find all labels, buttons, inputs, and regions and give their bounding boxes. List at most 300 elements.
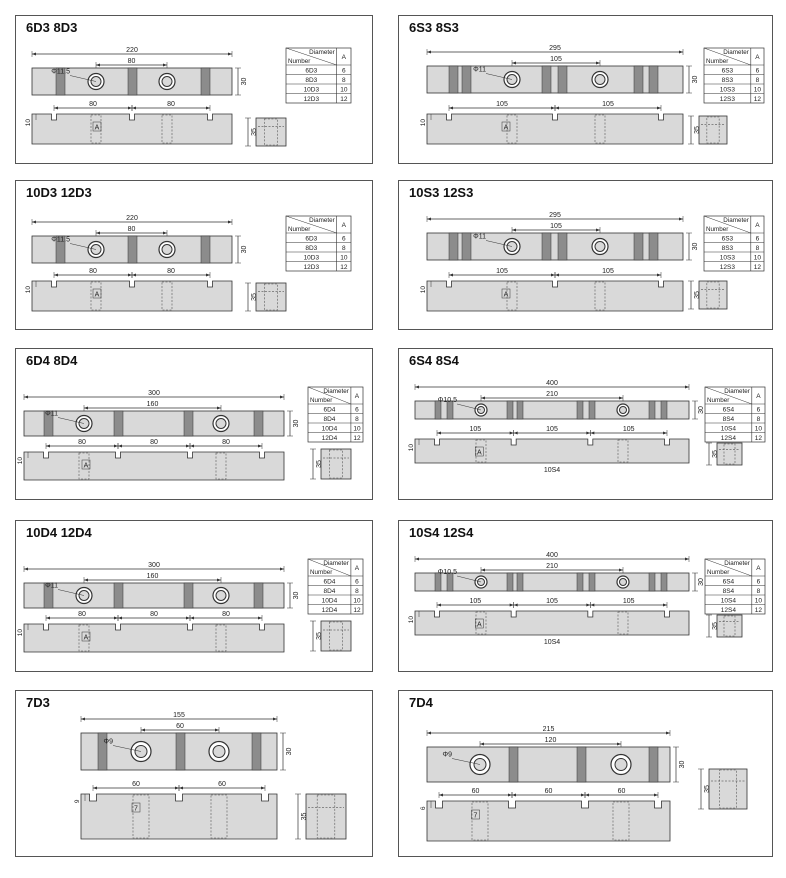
front-view-body [24,452,284,480]
spec-table-cell-a: 8 [342,76,346,84]
spec-table-cell-number: 8D4 [323,587,336,595]
slot-spacing-dim-3-arrow [590,432,594,435]
hole-center-dim-arrow [217,407,221,410]
overall-length-dim-label: 300 [148,390,160,397]
spec-table-cell-a: 6 [755,67,760,75]
spec-table-cell-a: 6 [756,578,761,586]
spec-table-cell-number: 12D4 [321,606,338,614]
slot-spacing-dim-3-arrow [585,794,589,797]
overall-length-dim-arrow [427,51,431,54]
slot-spacing-dim-2-arrow [206,107,210,110]
panel-title: 10D3 12D3 [26,185,92,200]
spec-table-header-a: A [756,565,761,572]
overall-length-dim-arrow [685,558,689,561]
overall-length-dim-label: 400 [546,380,558,387]
clamp-band [252,733,261,770]
slot-spacing-dim-1-arrow [449,274,453,277]
spec-table-cell-a: 12 [753,263,762,271]
slot-spacing-dim-2-arrow [179,787,183,790]
clamp-band [649,233,658,260]
clamp-band [577,747,586,782]
slot-spacing-dim-1-label: 105 [469,426,482,433]
hole-center-dim-arrow [481,569,485,572]
spec-table-cell-a: 12 [754,606,763,614]
slot-depth-label: 10 [25,119,32,127]
spec-table-cell-number: 6S3 [721,235,734,243]
slot-depth-label: 6 [420,806,427,811]
overall-length-dim-arrow [666,732,670,735]
clamp-band [201,236,210,263]
slot-spacing-dim-3-arrow [258,617,262,620]
hole-diameter-label: Φ10.5 [437,397,457,404]
clamp-band [589,401,595,419]
clamp-band [254,411,263,436]
spec-table-header-diameter: Diameter [723,49,749,56]
top-view-body [24,583,284,608]
slot-depth-label: 10 [420,119,427,127]
hole-center-dim-arrow [619,397,623,400]
slot-spacing-dim-3-arrow [590,604,594,607]
spec-table-header-number: Number [288,58,311,65]
slot-spacing-dim-2-arrow [514,604,518,607]
slot-spacing-dim-1-arrow [510,604,514,607]
hole-center-dim-arrow [84,407,88,410]
slot-spacing-dim-1-arrow [128,274,132,277]
mounting-hole-inner [595,75,605,85]
panel-title: 6D4 8D4 [26,353,78,368]
clamp-band [634,66,643,93]
hole-center-dim-label: 160 [146,401,159,408]
height-dim-label: 30 [293,591,300,600]
spec-table-cell-number: 6D4 [323,578,336,586]
front-view-body [427,114,683,144]
spec-table-cell-number: 8D4 [323,415,336,423]
slot-spacing-dim-1-arrow [437,604,441,607]
spec-table-cell-a: 10 [353,425,361,433]
clamp-band [462,233,471,260]
overall-length-dim-label: 295 [549,212,561,219]
slot-spacing-dim-2-arrow [555,107,559,110]
spec-table-cell-a: 10 [340,86,348,94]
spec-table-header-number: Number [706,58,729,65]
hole-center-dim-label: 160 [146,573,159,580]
hole-center-dim-label: 80 [127,58,136,65]
slot-spacing-dim-2-label: 80 [150,439,158,446]
overall-length-dim-arrow [679,218,683,221]
slot-spacing-dim-2-label: 60 [218,781,226,788]
front-view-caption: 10S4 [543,639,561,646]
side-view-body [699,281,727,309]
side-height-dim-label: 35 [251,293,258,301]
slot-spacing-dim-3-arrow [190,445,194,448]
overall-length-dim-arrow [427,732,431,735]
slot-spacing-dim-1-arrow [439,794,443,797]
spec-table-cell-number: 8S3 [721,244,734,252]
panel-10d3-12d3 [15,180,373,330]
hole-center-dim-label: 60 [176,723,184,730]
panel-7d3 [15,690,373,857]
side-height-dim-label: 35 [316,632,323,640]
side-view-body [717,615,742,637]
panel-title: 10S4 12S4 [409,525,474,540]
overall-length-dim-arrow [280,568,284,571]
mark-label: A [476,621,482,629]
spec-table-cell-a: 8 [755,244,760,252]
slot-spacing-dim-3-label: 80 [222,611,230,618]
hole-center-dim-arrow [512,62,516,65]
slot-spacing-dim-3-arrow [663,432,667,435]
overall-length-dim-arrow [32,221,36,224]
slot-spacing-dim-3-arrow [663,604,667,607]
hole-center-dim-label: 210 [546,391,558,398]
hole-center-dim-arrow [217,579,221,582]
drawing [399,16,772,163]
panel-6s4-8s4 [398,348,773,500]
slot-spacing-dim-1-arrow [46,617,50,620]
spec-table-cell-a: 10 [753,254,762,262]
overall-length-dim-arrow [415,386,419,389]
slot-spacing-dim-2-arrow [512,794,516,797]
panel-title: 6S3 8S3 [409,20,459,35]
panel-title: 6D3 8D3 [26,20,78,35]
spec-table-cell-a: 6 [355,406,359,414]
mark-label: A [94,124,100,132]
clamp-band [558,233,567,260]
hole-center-dim-arrow [84,579,88,582]
mounting-hole-inner [162,77,172,87]
clamp-band [509,747,518,782]
spec-table-header-a: A [341,54,347,61]
spec-table-cell-number: 10D3 [303,86,320,94]
spec-table-cell-number: 6D4 [323,406,336,414]
slot-spacing-dim-1-arrow [508,794,512,797]
clamp-band [462,66,471,93]
overall-length-dim-arrow [685,386,689,389]
side-view-body [699,116,727,144]
hole-diameter-label: Φ9 [442,751,452,759]
spec-table-cell-a: 10 [353,597,361,605]
overall-length-dim-label: 220 [126,47,138,54]
slot-spacing-dim-2-arrow [555,274,559,277]
panel-10s4-12s4 [398,520,773,672]
drawing [16,16,372,163]
slot-spacing-dim-1-arrow [510,432,514,435]
panel-7d4 [398,690,773,857]
spec-table-cell-a: 8 [342,244,346,252]
slot-spacing-dim-2-arrow [118,445,122,448]
side-view-body [256,283,286,311]
height-dim-label: 30 [692,75,699,84]
spec-table-cell-number: 6D3 [305,67,318,75]
height-dim-label: 30 [286,747,293,756]
mark-label: 7 [473,812,478,820]
spec-table-cell-a: 10 [754,425,763,433]
front-view-body [32,281,232,311]
spec-table-cell-a: 6 [355,578,359,586]
clamp-band [577,573,583,591]
slot-spacing-dim-1-label: 80 [89,268,97,275]
spec-table-cell-a: 12 [353,606,361,614]
slot-spacing-dim-2-arrow [586,604,590,607]
slot-spacing-dim-1-arrow [114,617,118,620]
slot-spacing-dim-3-label: 105 [622,598,635,605]
spec-table-header-number: Number [310,569,333,576]
drawing [16,521,372,671]
mounting-hole-inner [162,245,172,255]
spec-table-cell-a: 8 [756,415,761,423]
front-view-body [415,439,689,463]
spec-table-header-number: Number [707,569,730,576]
hole-center-dim-label: 80 [127,226,136,233]
panel-title: 10D4 12D4 [26,525,92,540]
slot-spacing-dim-1-label: 105 [496,101,508,108]
clamp-band [517,401,523,419]
hole-center-dim-arrow [96,232,100,235]
clamp-band [649,401,655,419]
spec-table-cell-a: 6 [342,235,346,243]
spec-table-cell-number: 12S3 [719,263,735,271]
spec-table-cell-number: 6S3 [721,67,734,75]
mark-label: A [503,291,509,299]
spec-table-header-diameter: Diameter [323,560,349,567]
drawing [16,349,372,499]
slot-spacing-dim-1-arrow [128,107,132,110]
panel-title: 7D4 [409,695,433,710]
spec-table-cell-number: 8S4 [722,415,735,423]
side-height-dim-label: 35 [704,785,711,793]
slot-spacing-dim-3-label: 60 [617,788,626,795]
slot-spacing-dim-2-arrow [132,107,136,110]
front-view-body [427,281,683,311]
spec-table-header-diameter: Diameter [309,49,335,56]
slot-spacing-dim-1-label: 60 [132,781,140,788]
clamp-band [558,66,567,93]
overall-length-dim-arrow [427,218,431,221]
overall-length-dim-label: 300 [148,562,160,569]
spec-table-cell-a: 6 [756,406,761,414]
slot-spacing-dim-1-arrow [449,107,453,110]
overall-length-dim-arrow [679,51,683,54]
clamp-band [577,401,583,419]
slot-spacing-dim-1-arrow [175,787,179,790]
spec-table-cell-a: 12 [340,263,348,271]
spec-table-cell-a: 8 [355,415,359,423]
mark-label: A [476,449,482,457]
slot-spacing-dim-1-arrow [551,107,555,110]
top-view-body [24,411,284,436]
clamp-band [449,233,458,260]
mark-label: A [83,634,89,642]
spec-table-cell-number: 12S4 [720,434,736,442]
spec-table-cell-number: 10D3 [303,254,320,262]
slot-spacing-dim-2-label: 80 [167,101,175,108]
slot-spacing-dim-2-label: 105 [546,598,558,605]
clamp-band [114,583,123,608]
panel-6s3-8s3 [398,15,773,164]
slot-spacing-dim-2-label: 105 [602,101,614,108]
spec-table-header-a: A [354,393,360,400]
spec-table-cell-a: 12 [754,434,763,442]
height-dim-label: 30 [241,77,248,86]
slot-spacing-dim-2-arrow [657,274,661,277]
slot-spacing-dim-2-label: 60 [544,788,553,795]
spec-table-cell-a: 10 [754,597,763,605]
side-view-body [717,443,742,465]
overall-length-dim-label: 220 [126,215,138,222]
clamp-band [507,401,513,419]
spec-table-header-number: Number [707,397,730,404]
spec-table-cell-a: 10 [753,86,762,94]
overall-length-dim-arrow [280,396,284,399]
side-view-body [321,621,351,651]
spec-table-header-a: A [354,565,360,572]
slot-spacing-dim-2-arrow [261,787,265,790]
spec-table-cell-number: 6D3 [305,235,318,243]
side-height-dim-label: 35 [694,126,701,134]
hole-center-dim-label: 105 [550,223,562,230]
hole-diameter-label: Φ11 [45,582,58,590]
hole-center-dim-arrow [481,397,485,400]
slot-spacing-dim-1-label: 80 [78,439,86,446]
hole-diameter-label: Φ11 [45,410,58,418]
height-dim-label: 30 [679,760,686,769]
spec-table-cell-a: 8 [355,587,359,595]
spec-table-cell-number: 10D4 [321,425,338,433]
clamp-band [507,573,513,591]
panel-10s3-12s3 [398,180,773,330]
clamp-band [184,411,193,436]
hole-center-dim-arrow [96,64,100,67]
clamp-band [661,573,667,591]
slot-spacing-dim-2-arrow [186,617,190,620]
overall-length-dim-arrow [273,718,277,721]
spec-table-cell-number: 10S4 [720,597,736,605]
hole-center-dim-arrow [619,569,623,572]
height-dim-label: 30 [698,578,705,586]
side-height-dim-label: 35 [316,460,323,468]
drawing [399,349,772,499]
clamp-band [254,583,263,608]
spec-table-cell-number: 6S4 [722,406,735,414]
mounting-hole-inner [620,579,627,586]
spec-table-cell-a: 6 [755,235,760,243]
slot-spacing-dim-2-label: 80 [150,611,158,618]
spec-table-header-a: A [755,54,760,61]
panel-6d4-8d4 [15,348,373,500]
hole-center-dim-label: 210 [546,563,558,570]
clamp-band [634,233,643,260]
drawing [399,691,772,856]
clamp-band [661,401,667,419]
overall-length-dim-label: 155 [173,712,185,719]
spec-table-cell-a: 8 [756,587,761,595]
slot-spacing-dim-3-arrow [258,445,262,448]
front-view-caption: 10S4 [543,467,561,474]
slot-spacing-dim-2-label: 105 [546,426,558,433]
slot-spacing-dim-2-arrow [186,445,190,448]
side-height-dim-label: 35 [251,128,258,136]
slot-spacing-dim-3-arrow [654,794,658,797]
clamp-band [517,573,523,591]
spec-table-cell-a: 12 [353,434,361,442]
side-view-body [256,118,286,146]
spec-table-cell-number: 8D3 [305,76,318,84]
hole-center-dim-arrow [617,743,621,746]
spec-table-header-a: A [756,393,761,400]
overall-length-dim-arrow [415,558,419,561]
height-dim-label: 30 [293,419,300,428]
spec-table-cell-a: 8 [755,76,760,84]
clamp-band [128,236,137,263]
clamp-band [589,573,595,591]
slot-depth-label: 10 [420,286,427,294]
mark-label: A [503,124,509,132]
slot-spacing-dim-3-label: 105 [622,426,635,433]
hole-center-dim-arrow [163,64,167,67]
overall-length-dim-arrow [24,568,28,571]
side-height-dim-label: 35 [694,291,701,299]
slot-spacing-dim-3-arrow [190,617,194,620]
clamp-band [128,68,137,95]
slot-spacing-dim-1-arrow [114,445,118,448]
front-view-body [32,114,232,144]
overall-length-dim-label: 215 [542,726,555,733]
hole-center-dim-arrow [596,62,600,65]
spec-table-cell-number: 12S3 [719,95,735,103]
hole-center-dim-arrow [512,229,516,232]
drawing [16,181,372,329]
hole-diameter-label: Φ11.5 [51,68,70,76]
height-dim-label: 30 [698,406,705,414]
spec-table-cell-number: 6S4 [722,578,735,586]
spec-table-cell-a: 12 [340,95,348,103]
spec-table-cell-number: 12D3 [303,263,320,271]
slot-spacing-dim-3-label: 80 [222,439,230,446]
mounting-hole-inner [615,759,627,771]
slot-spacing-dim-1-label: 80 [78,611,86,618]
spec-table-cell-number: 10S3 [719,254,735,262]
slot-spacing-dim-2-label: 80 [167,268,175,275]
slot-spacing-dim-2-label: 105 [602,268,614,275]
slot-depth-label: 10 [408,616,415,624]
hole-center-dim-arrow [141,729,145,732]
mounting-hole-inner [595,242,605,252]
hole-center-dim-label: 120 [544,737,557,744]
slot-depth-label: 10 [17,457,24,465]
hole-diameter-label: Φ11.5 [51,236,70,244]
clamp-band [649,66,658,93]
hole-center-dim-arrow [163,232,167,235]
slot-spacing-dim-1-arrow [54,274,58,277]
slot-spacing-dim-1-arrow [437,432,441,435]
slot-spacing-dim-2-arrow [206,274,210,277]
side-height-dim-label: 35 [712,450,719,458]
spec-table-cell-a: 10 [340,254,348,262]
hole-diameter-label: Φ11 [473,66,486,74]
clamp-band [542,233,551,260]
mounting-hole-inner [216,419,226,429]
side-view-body [709,769,747,809]
spec-table-header-diameter: Diameter [323,388,349,395]
overall-length-dim-label: 400 [546,552,558,559]
spec-table-cell-number: 8D3 [305,244,318,252]
panel-title: 6S4 8S4 [409,353,459,368]
top-view-body [427,747,670,782]
slot-spacing-dim-2-arrow [657,107,661,110]
slot-spacing-dim-2-arrow [118,617,122,620]
clamp-band [542,66,551,93]
panel-10d4-12d4 [15,520,373,672]
